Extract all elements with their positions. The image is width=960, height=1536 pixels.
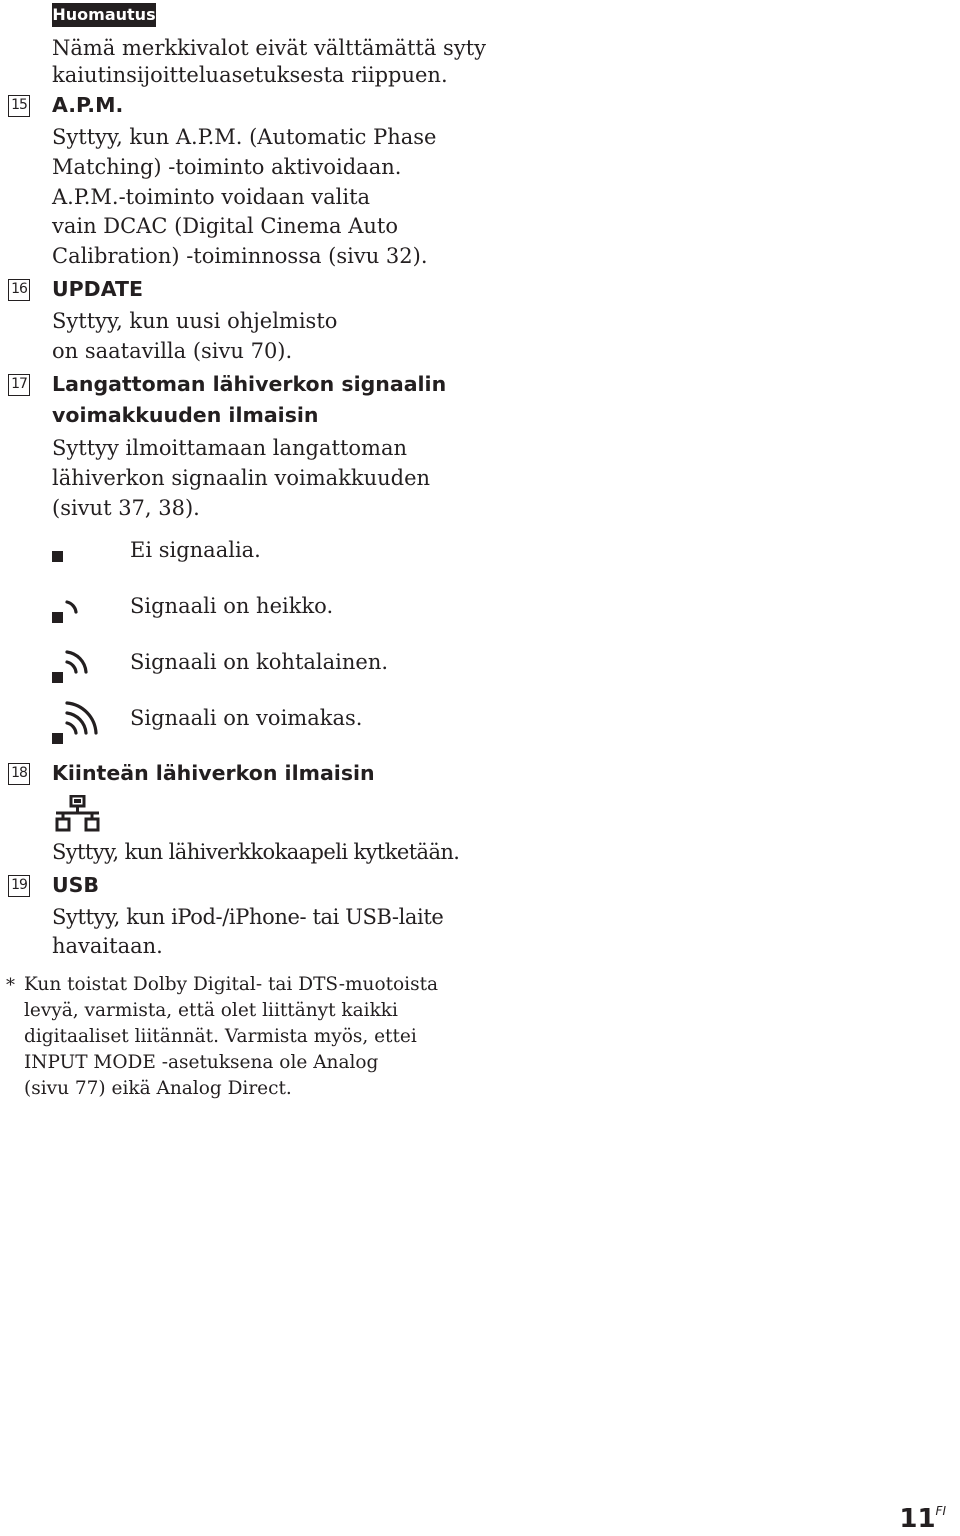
item-text-line: vain DCAC (Digital Cinema Auto — [52, 214, 398, 238]
item-text-line: (sivut 37, 38). — [52, 496, 200, 520]
item-number-17: 17 — [8, 374, 30, 396]
footnote-line: Kun toistat Dolby Digital- tai DTS-muotoista — [24, 974, 439, 995]
note-text-line: kaiutinsijoitteluasetuksesta riippuen. — [52, 63, 448, 87]
item-title-apm: A.P.M. — [52, 93, 124, 117]
footnote-line: (sivu 77) eikä Analog Direct. — [24, 1078, 292, 1099]
item-title-usb: USB — [52, 873, 100, 897]
signal-weak-icon — [48, 592, 108, 626]
page-number-value: 11 — [899, 1504, 936, 1534]
signal-none-label: Ei signaalia. — [130, 538, 261, 562]
signal-strong-label: Signaali on voimakas. — [130, 706, 363, 730]
footnote-mark: * — [6, 975, 15, 996]
wired-network-icon — [54, 795, 102, 833]
item-text-line: Syttyy, kun lähiverkkokaapeli kytketään. — [52, 840, 460, 864]
signal-medium-icon — [48, 644, 108, 686]
item-text-line: Syttyy, kun iPod-/iPhone- tai USB-laite — [52, 905, 444, 929]
item-text-line: lähiverkon signaalin voimakkuuden — [52, 466, 431, 490]
note-text-line: Nämä merkkivalot eivät välttämättä syty — [52, 36, 486, 60]
item-text-line: Syttyy, kun A.P.M. (Automatic Phase — [52, 125, 437, 149]
item-number-16: 16 — [8, 279, 30, 301]
signal-none-icon — [48, 540, 108, 570]
item-title-wlan-strength: Langattoman lähiverkon signaalin — [52, 372, 447, 396]
item-text-line: A.P.M.-toiminto voidaan valita — [52, 185, 371, 209]
footnote-line: digitaaliset liitännät. Varmista myös, ettei — [24, 1026, 417, 1047]
item-title-wired-lan: Kiinteän lähiverkon ilmaisin — [52, 761, 375, 785]
item-number-18: 18 — [8, 763, 30, 785]
item-text-line: havaitaan. — [52, 934, 163, 958]
item-text-line: Syttyy, kun uusi ohjelmisto — [52, 309, 338, 333]
item-text-line: Calibration) -toiminnossa (sivu 32). — [52, 244, 428, 268]
footnote-line: INPUT MODE -asetuksena ole Analog — [24, 1052, 379, 1073]
item-title-wlan-strength-cont: voimakkuuden ilmaisin — [52, 403, 319, 427]
signal-strong-icon — [48, 700, 108, 748]
item-title-update: UPDATE — [52, 277, 143, 301]
item-number-19: 19 — [8, 875, 30, 897]
page-language: FI — [935, 1504, 946, 1518]
item-text-line: Syttyy ilmoittamaan langattoman — [52, 436, 407, 460]
note-badge: Huomautus — [52, 3, 156, 27]
signal-medium-label: Signaali on kohtalainen. — [130, 650, 389, 674]
item-number-15: 15 — [8, 95, 30, 117]
signal-weak-label: Signaali on heikko. — [130, 594, 334, 618]
footnote-line: levyä, varmista, että olet liittänyt kaikki — [24, 1000, 398, 1021]
page-number — [899, 1494, 946, 1536]
item-text-line: on saatavilla (sivu 70). — [52, 339, 293, 363]
item-text-line: Matching) -toiminto aktivoidaan. — [52, 155, 402, 179]
